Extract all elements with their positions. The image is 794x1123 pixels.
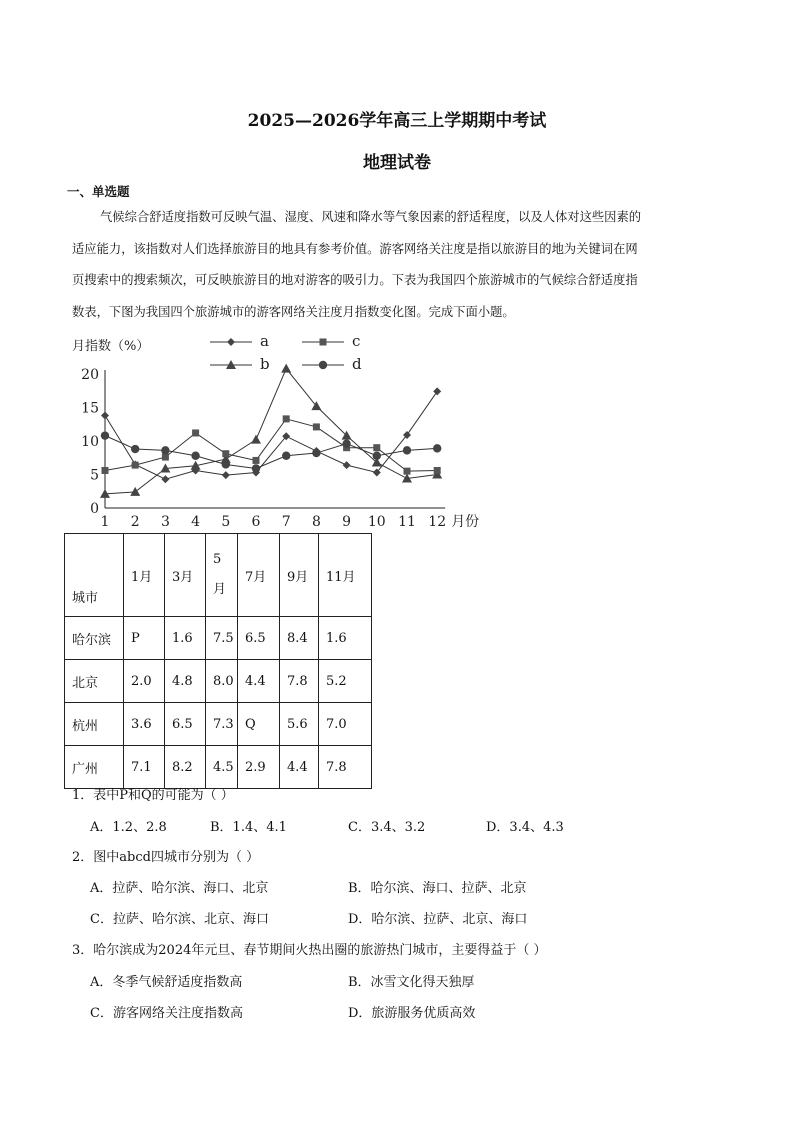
table-cell: 4.8 (165, 660, 206, 703)
x-tick-label: 11 (398, 514, 416, 530)
table-cell: 7.5 (206, 617, 238, 660)
option-c[interactable]: C．游客网络关注度指数高 (90, 1006, 243, 1021)
legend-label-a: a (260, 332, 269, 350)
table-cell: Q (238, 703, 280, 746)
table-cell: 1.6 (319, 617, 372, 660)
table-cell: 5.6 (280, 703, 319, 746)
x-tick-label: 3 (160, 514, 170, 530)
data-point-b (130, 487, 140, 496)
question-stem: 2．图中abcd四城市分别为（ ） (72, 850, 260, 865)
data-point-c (253, 457, 260, 464)
data-point-d (342, 439, 350, 447)
data-point-d (222, 460, 230, 468)
data-point-d (403, 446, 411, 454)
option-b[interactable]: B．冰雪文化得天独厚 (348, 975, 475, 990)
x-tick-label: 8 (311, 514, 321, 530)
data-point-a (101, 412, 109, 420)
data-point-d (312, 449, 320, 457)
paragraph-line: 数表，下图为我国四个旅游城市的游客网络关注度月指数变化图。完成下面小题。 (72, 305, 515, 319)
data-point-c (222, 450, 229, 457)
paragraph-line: 适应能力，该指数对人们选择旅游目的地具有参考价值。游客网络关注度是指以旅游目的地为关键词在网 (72, 242, 638, 256)
option-b[interactable]: B．哈尔滨、海口、拉萨、北京 (348, 881, 527, 896)
data-point-c (102, 467, 109, 474)
line-chart (62, 330, 502, 530)
table-cell: 8.0 (206, 660, 238, 703)
exam-title: 2025—2026学年高三上学期期中考试 (247, 111, 547, 131)
table-cell: 6.5 (165, 703, 206, 746)
data-point-d (282, 452, 290, 460)
table-cell: 4.4 (280, 746, 319, 789)
y-tick-label: 5 (90, 467, 99, 484)
table-cell: 7.1 (124, 746, 165, 789)
table-cell: 4.5 (206, 746, 238, 789)
table-cell: 8.2 (165, 746, 206, 789)
data-point-d (161, 446, 169, 454)
data-point-c (434, 467, 441, 474)
table-header-cell (206, 534, 238, 617)
table-header-cell: 7月 (238, 534, 280, 617)
data-point-a (161, 475, 169, 483)
data-point-c (132, 462, 139, 469)
table-cell: 7.8 (319, 746, 372, 789)
table-cell: 5.2 (319, 660, 372, 703)
x-tick-label: 6 (251, 514, 261, 530)
legend-label-c: c (352, 332, 361, 350)
legend-marker-c (320, 339, 327, 346)
x-tick-label: 4 (191, 514, 201, 530)
table-cell: 7.3 (206, 703, 238, 746)
table-header-cell: 9月 (280, 534, 319, 617)
option-a[interactable]: A．冬季气候舒适度指数高 (90, 975, 243, 990)
data-point-d (191, 452, 199, 460)
option-a[interactable]: A．拉萨、哈尔滨、海口、北京 (90, 881, 269, 896)
table-cell: 北京 (65, 660, 124, 703)
y-tick-label: 20 (81, 367, 99, 383)
paragraph-line: 页搜索中的搜索频次，可反映旅游目的地对游客的吸引力。下表为我国四个旅游城市的气候综合舒适度指 (72, 273, 638, 287)
table-header-cell: 1月 (124, 534, 165, 617)
table-header-cell: 3月 (165, 534, 206, 617)
data-point-c (313, 423, 320, 430)
series-line-b (105, 369, 437, 494)
data-point-d (131, 445, 139, 453)
table-cell: 7.0 (319, 703, 372, 746)
data-point-a (343, 461, 351, 469)
table-cell: 广州 (65, 746, 124, 789)
comfort-index-table (64, 533, 372, 789)
y-tick-label: 0 (90, 501, 99, 517)
option-d[interactable]: D．旅游服务优质高效 (348, 1006, 476, 1021)
legend-marker-d (319, 361, 327, 369)
table-cell: 2.9 (238, 746, 280, 789)
table-cell: 3.6 (124, 703, 165, 746)
table-cell: 8.4 (280, 617, 319, 660)
x-tick-label: 7 (281, 514, 291, 530)
table-header-cell: 11月 (319, 534, 372, 617)
table-cell: 杭州 (65, 703, 124, 746)
table-header-cell-text: 5 月 (213, 552, 227, 597)
table-cell: P (124, 617, 165, 660)
option-d[interactable]: D．哈尔滨、拉萨、北京、海口 (348, 912, 528, 927)
data-point-c (162, 454, 169, 461)
legend-label-d: d (352, 355, 362, 373)
table-row (65, 746, 372, 789)
x-tick-label: 12 (428, 514, 447, 530)
x-tick-label: 2 (130, 514, 140, 530)
table-row (65, 617, 372, 660)
table-row (65, 703, 372, 746)
option-c[interactable]: C．3.4、3.2 (348, 820, 426, 835)
y-tick-label: 10 (81, 434, 99, 450)
data-point-d (373, 452, 381, 460)
data-point-c (192, 429, 199, 436)
legend-marker-a (227, 338, 235, 346)
x-tick-label: 9 (342, 514, 352, 530)
table-cell: 4.4 (238, 660, 280, 703)
data-point-c (283, 415, 290, 422)
question-stem: 1．表中P和Q的可能为（ ） (72, 788, 234, 803)
data-point-a (222, 471, 230, 479)
table-cell: 1.6 (165, 617, 206, 660)
table-header-cell: 城市 (65, 534, 124, 617)
option-c[interactable]: C．拉萨、哈尔滨、北京、海口 (90, 912, 269, 927)
data-point-d (252, 464, 260, 472)
section-heading: 一、单选题 (67, 184, 130, 199)
option-a[interactable]: A．1.2、2.8 (90, 820, 167, 835)
y-axis-label: 月指数（%） (72, 339, 150, 354)
paragraph-line: 气候综合舒适度指数可反映气温、湿度、风速和降水等气象因素的舒适程度，以及人体对这些因素的 (100, 210, 642, 224)
x-axis-label: 月份 (451, 514, 480, 530)
table-cell: 哈尔滨 (65, 617, 124, 660)
x-tick-label: 5 (221, 514, 231, 530)
exam-subtitle: 地理试卷 (363, 153, 431, 173)
data-point-d (101, 431, 109, 439)
table-header-row (65, 534, 372, 617)
x-tick-label: 10 (367, 514, 386, 530)
table-cell: 6.5 (238, 617, 280, 660)
y-tick-label: 15 (81, 400, 99, 417)
series-line-d (105, 436, 437, 469)
legend-label-b: b (260, 355, 270, 373)
x-tick-label: 1 (100, 514, 110, 530)
data-point-d (433, 444, 441, 452)
question-stem: 3．哈尔滨成为2024年元旦、春节期间火热出圈的旅游热门城市，主要得益于（ ） (72, 943, 547, 958)
option-d[interactable]: D．3.4、4.3 (486, 820, 564, 835)
option-b[interactable]: B．1.4、4.1 (210, 820, 287, 835)
data-point-a (433, 387, 441, 395)
data-point-c (373, 444, 380, 451)
data-point-c (404, 468, 411, 475)
series-line-c (105, 419, 437, 471)
table-cell: 7.8 (280, 660, 319, 703)
table-cell: 2.0 (124, 660, 165, 703)
table-row (65, 660, 372, 703)
data-point-b (281, 364, 291, 373)
data-point-b (251, 435, 261, 444)
